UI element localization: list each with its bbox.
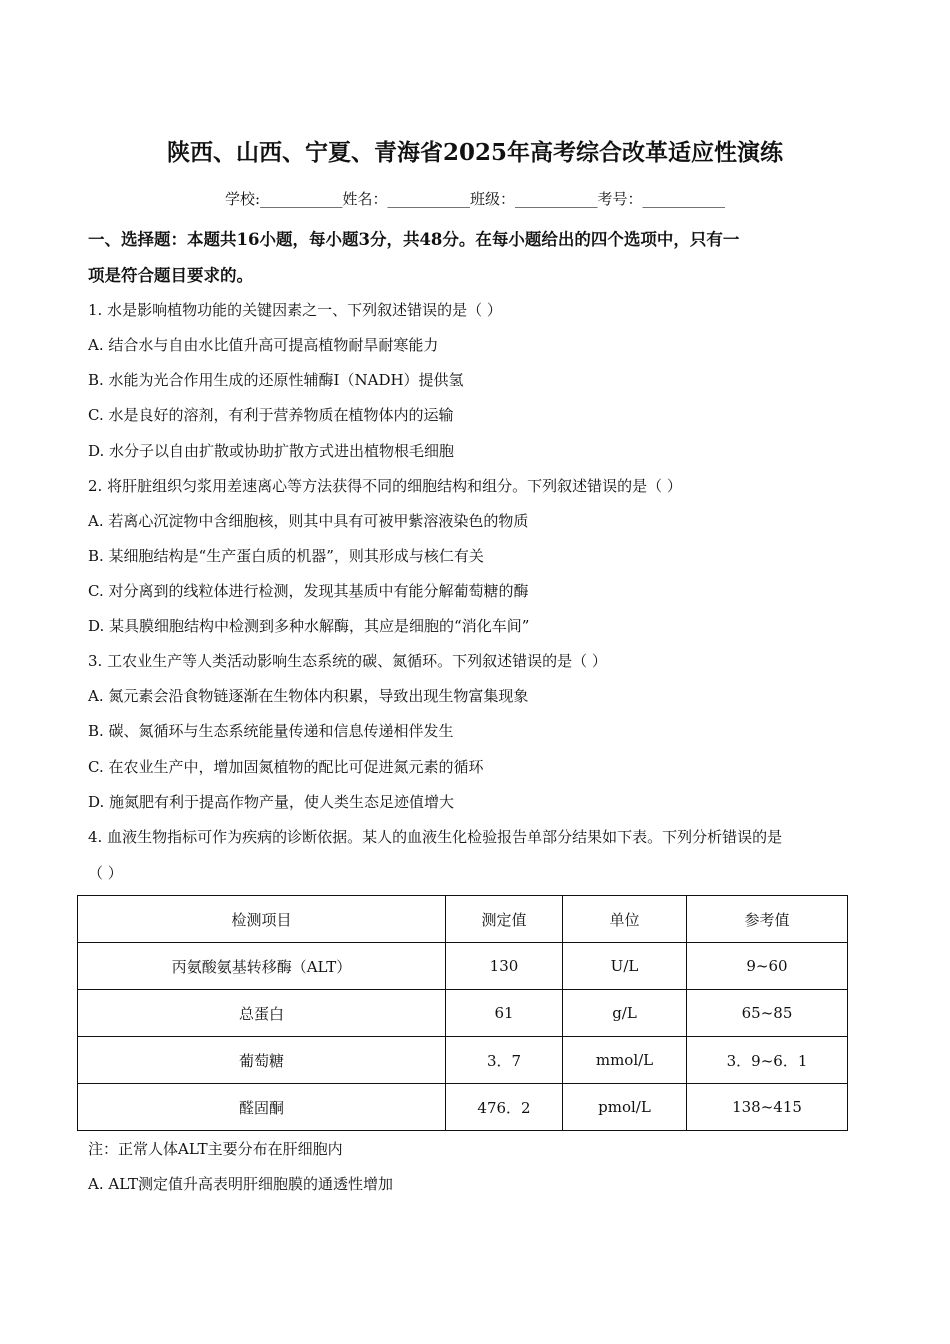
- question-3-stem: 3. 工农业生产等人类活动影响生态系统的碳、氮循环。下列叙述错误的是（ ）: [88, 652, 607, 670]
- question-3-option-d: D. 施氮肥有利于提高作物产量，使人类生态足迹值增大: [88, 793, 455, 811]
- section-heading-line-2: 项是符合题目要求的。: [88, 266, 253, 285]
- cell-unit: mmol/L: [563, 1037, 687, 1084]
- question-2-stem: 2. 将肝脏组织匀浆用差速离心等方法获得不同的细胞结构和组分。下列叙述错误的是（ ）: [88, 477, 682, 495]
- table-row: [78, 1037, 848, 1084]
- section-heading-line-1: 一、选择题：本题共16小题，每小题3分，共48分。在每小题给出的四个选项中，只有一: [88, 230, 740, 249]
- cell-measured-value: 476．2: [446, 1084, 563, 1131]
- header-unit: 单位: [563, 896, 687, 943]
- question-2-option-a: A. 若离心沉淀物中含细胞核，则其中具有可被甲紫溶液染色的物质: [88, 512, 529, 530]
- header-test-item: 检测项目: [78, 896, 446, 943]
- question-1-option-b: B. 水能为光合作用生成的还原性辅酶Ⅰ（NADH）提供氢: [88, 371, 464, 389]
- cell-unit: g/L: [563, 990, 687, 1037]
- student-info-line: 学校:___________姓名：___________班级：___________考号：___________: [224, 190, 726, 208]
- question-4-option-a: A. ALT测定值升高表明肝细胞膜的通透性增加: [88, 1175, 393, 1193]
- header-reference-value: 参考值: [687, 896, 848, 943]
- table-note: 注：正常人体ALT主要分布在肝细胞内: [88, 1140, 343, 1158]
- question-1-option-a: A. 结合水与自由水比值升高可提高植物耐旱耐寒能力: [88, 336, 439, 354]
- question-2-option-c: C. 对分离到的线粒体进行检测，发现其基质中有能分解葡萄糖的酶: [88, 582, 529, 600]
- question-4-stem-continued: （ ）: [88, 864, 123, 882]
- cell-reference-value: 9~60: [687, 943, 848, 990]
- question-1-option-c: C. 水是良好的溶剂，有利于营养物质在植物体内的运输: [88, 406, 454, 424]
- question-1-option-d: D. 水分子以自由扩散或协助扩散方式进出植物根毛细胞: [88, 442, 455, 460]
- cell-unit: U/L: [563, 943, 687, 990]
- cell-test-item: 葡萄糖: [78, 1037, 446, 1084]
- page-title: 陕西、山西、宁夏、青海省2025年高考综合改革适应性演练: [166, 139, 783, 166]
- table-row: [78, 1084, 848, 1131]
- cell-measured-value: 61: [446, 990, 563, 1037]
- question-3-option-c: C. 在农业生产中，增加固氮植物的配比可促进氮元素的循环: [88, 758, 484, 776]
- question-2-option-d: D. 某具膜细胞结构中检测到多种水解酶，其应是细胞的“消化车间”: [88, 617, 530, 635]
- cell-measured-value: 3．7: [446, 1037, 563, 1084]
- table-header-row: [78, 896, 848, 943]
- cell-reference-value: 65~85: [687, 990, 848, 1037]
- cell-reference-value: 3．9~6．1: [687, 1037, 848, 1084]
- question-2-option-b: B. 某细胞结构是“生产蛋白质的机器”，则其形成与核仁有关: [88, 547, 484, 565]
- question-3-option-b: B. 碳、氮循环与生态系统能量传递和信息传递相伴发生: [88, 722, 454, 740]
- cell-test-item: 醛固酮: [78, 1084, 446, 1131]
- table-row: [78, 990, 848, 1037]
- cell-measured-value: 130: [446, 943, 563, 990]
- header-measured-value: 测定值: [446, 896, 563, 943]
- blood-test-table: [77, 895, 848, 1131]
- question-1-stem: 1. 水是影响植物功能的关键因素之一、下列叙述错误的是（ ）: [88, 301, 502, 319]
- cell-test-item: 总蛋白: [78, 990, 446, 1037]
- question-4-stem: 4. 血液生物指标可作为疾病的诊断依据。某人的血液生化检验报告单部分结果如下表。下列分析错误的是: [88, 828, 783, 846]
- table-row: [78, 943, 848, 990]
- question-3-option-a: A. 氮元素会沿食物链逐渐在生物体内积累，导致出现生物富集现象: [88, 687, 529, 705]
- cell-unit: pmol/L: [563, 1084, 687, 1131]
- cell-reference-value: 138~415: [687, 1084, 848, 1131]
- cell-test-item: 丙氨酸氨基转移酶（ALT）: [78, 943, 446, 990]
